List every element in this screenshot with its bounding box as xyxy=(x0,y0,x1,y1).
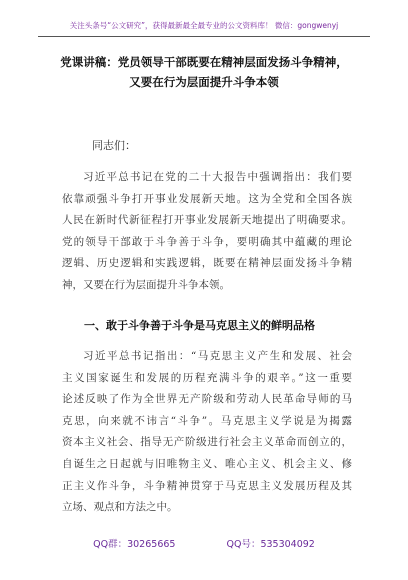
paragraph-line: 主义国家诞生和发展的历程充满斗争的艰辛。”这一重要 xyxy=(62,371,352,384)
paragraph-line: 人民在新时代新征程打开事业发展新天地提出了明确要求。 xyxy=(62,214,352,227)
footer-qq-number: QQ号：535304092 xyxy=(226,539,315,550)
paragraph-line: 资本主义社会、指导无产阶级进行社会主义革命而创立的， xyxy=(62,436,352,449)
paragraph-line: 习近平总书记指出：“马克思主义产生和发展、社会 xyxy=(83,350,352,362)
paragraph-line: 习近平总书记在党的二十大报告中强调指出：我们要 xyxy=(83,171,352,183)
paragraph-line: 依靠顽强斗争打开事业发展新天地。这为全党和全国各族 xyxy=(62,192,352,205)
paragraph-1 xyxy=(62,167,352,297)
page-footer xyxy=(0,536,408,550)
paragraph-line: 自诞生之日起就与旧唯物主义、唯心主义、机会主义、修 xyxy=(62,457,352,470)
paragraph-line: 正主义作斗争，斗争精神贯穿于马克思主义发展历程及其 xyxy=(62,479,352,492)
greeting: 同志们： xyxy=(92,139,136,152)
header-divider xyxy=(38,36,370,37)
footer-qq-group: QQ群：30265665 xyxy=(93,539,176,550)
paragraph-line: 立场、观点和方法之中。 xyxy=(62,501,178,514)
section-heading-1: 一、敢于斗争善于斗争是马克思主义的鲜明品格 xyxy=(84,319,315,332)
paragraph-2 xyxy=(62,346,352,519)
title-line-1: 党课讲稿：党员领导干部既要在精神层面发扬斗争精神， xyxy=(60,55,348,69)
paragraph-line: 神，又要在行为层面提升斗争本领。 xyxy=(62,278,230,291)
paragraph-line: 党的领导干部敢于斗争善于斗争，要明确其中蕴藏的理论 xyxy=(62,235,352,248)
paragraph-line: 论述反映了作为全世界无产阶级和劳动人民革命导师的马 xyxy=(62,393,352,406)
paragraph-line: 逻辑、历史逻辑和实践逻辑，既要在精神层面发扬斗争精 xyxy=(62,257,352,270)
page-header-notice: 关注头条号“公文研究”，获得最新最全最专业的公文资料库！ 微信：gongwenyj xyxy=(69,21,339,30)
document-title xyxy=(40,52,368,92)
title-line-2: 又要在行为层面提升斗争本领 xyxy=(129,75,279,89)
paragraph-line: 克思，向来就不讳言“斗争”。马克思主义学说是为揭露 xyxy=(62,414,352,427)
